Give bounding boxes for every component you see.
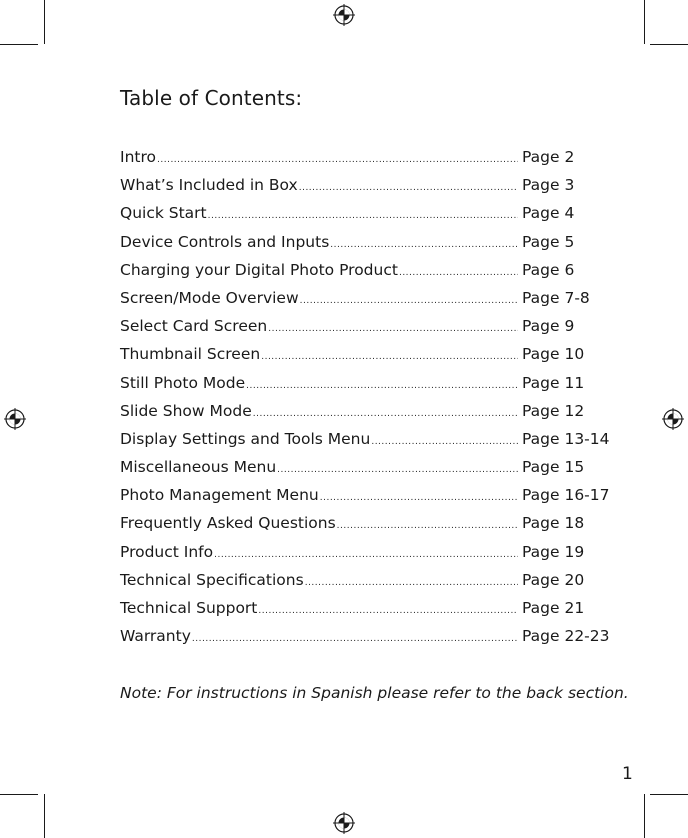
toc-entry-photo-management[interactable] xyxy=(120,486,610,514)
toc-entry-label: Technical Specifications xyxy=(120,570,304,589)
toc-entry-page: Page 6 xyxy=(522,260,575,279)
toc-entry-device-controls[interactable] xyxy=(120,233,610,261)
crop-mark-icon xyxy=(650,44,688,45)
toc-entry-label: Warranty xyxy=(120,627,191,646)
toc-leader-dots xyxy=(192,634,518,644)
toc-entry-slide-show[interactable] xyxy=(120,402,610,430)
toc-leader-dots xyxy=(208,211,518,221)
toc-leader-dots xyxy=(277,465,518,475)
crop-mark-icon xyxy=(644,0,645,44)
toc-entry-label: Screen/Mode Overview xyxy=(120,288,299,307)
toc-entry-page: Page 4 xyxy=(522,204,575,223)
crop-mark-icon xyxy=(44,794,45,838)
toc-entry-page: Page 9 xyxy=(522,317,575,336)
toc-entry-page: Page 10 xyxy=(522,345,585,364)
table-of-contents xyxy=(120,148,610,655)
toc-entry-label: What’s Included in Box xyxy=(120,176,298,195)
toc-entry-miscellaneous[interactable] xyxy=(120,458,610,486)
toc-entry-thumbnail[interactable] xyxy=(120,345,610,373)
toc-leader-dots xyxy=(300,296,518,306)
crop-mark-icon xyxy=(650,794,688,795)
toc-entry-technical-support[interactable] xyxy=(120,599,610,627)
toc-leader-dots xyxy=(299,183,518,193)
toc-entry-whats-included[interactable] xyxy=(120,176,610,204)
toc-entry-page: Page 7-8 xyxy=(522,288,590,307)
toc-leader-dots xyxy=(157,155,518,165)
toc-entry-label: Display Settings and Tools Menu xyxy=(120,429,371,448)
toc-entry-page: Page 5 xyxy=(522,232,575,251)
toc-entry-page: Page 13-14 xyxy=(522,429,610,448)
toc-entry-label: Charging your Digital Photo Product xyxy=(120,260,398,279)
toc-entry-select-card[interactable] xyxy=(120,317,610,345)
toc-entry-screen-mode[interactable] xyxy=(120,289,610,317)
toc-entry-intro[interactable] xyxy=(120,148,610,176)
toc-leader-dots xyxy=(330,240,518,250)
toc-entry-page: Page 22-23 xyxy=(522,627,610,646)
toc-entry-technical-specifications[interactable] xyxy=(120,571,610,599)
toc-entry-page: Page 21 xyxy=(522,599,585,617)
registration-mark-icon xyxy=(333,812,355,834)
toc-entry-page: Page 3 xyxy=(522,176,575,195)
page-number: 1 xyxy=(622,764,633,784)
toc-entry-quick-start[interactable] xyxy=(120,204,610,232)
toc-leader-dots xyxy=(246,381,518,391)
toc-entry-label: Photo Management Menu xyxy=(120,486,319,505)
toc-entry-label: Frequently Asked Questions xyxy=(120,514,336,533)
toc-entry-page: Page 19 xyxy=(522,542,585,561)
toc-entry-label: Product Info xyxy=(120,542,214,561)
toc-leader-dots xyxy=(253,409,518,419)
toc-entry-label: Intro xyxy=(120,148,156,166)
page-title: Table of Contents: xyxy=(120,86,303,110)
toc-leader-dots xyxy=(214,550,518,560)
registration-mark-icon xyxy=(4,408,26,430)
toc-entry-still-photo[interactable] xyxy=(120,374,610,402)
crop-mark-icon xyxy=(44,0,45,44)
toc-entry-page: Page 11 xyxy=(522,373,585,392)
toc-entry-product-info[interactable] xyxy=(120,543,610,571)
toc-leader-dots xyxy=(320,493,518,503)
registration-mark-icon xyxy=(333,4,355,26)
toc-entry-label: Still Photo Mode xyxy=(120,373,246,392)
toc-entry-label: Thumbnail Screen xyxy=(120,345,261,364)
registration-mark-icon xyxy=(662,408,684,430)
toc-leader-dots xyxy=(261,352,518,362)
toc-entry-page: Page 12 xyxy=(522,401,585,420)
toc-entry-label: Select Card Screen xyxy=(120,317,268,336)
toc-entry-label: Quick Start xyxy=(120,204,207,223)
crop-mark-icon xyxy=(0,794,38,795)
toc-entry-faq[interactable] xyxy=(120,514,610,542)
toc-entry-warranty[interactable] xyxy=(120,627,610,655)
toc-entry-page: Page 16-17 xyxy=(522,486,610,505)
toc-leader-dots xyxy=(399,268,518,278)
spanish-instructions-note: Note: For instructions in Spanish please refer to the back section. xyxy=(120,684,629,702)
toc-entry-display-settings[interactable] xyxy=(120,430,610,458)
toc-leader-dots xyxy=(337,521,518,531)
toc-entry-page: Page 2 xyxy=(522,148,575,166)
crop-mark-icon xyxy=(644,794,645,838)
toc-entry-label: Slide Show Mode xyxy=(120,401,252,420)
toc-entry-charging[interactable] xyxy=(120,261,610,289)
toc-entry-page: Page 20 xyxy=(522,570,585,589)
toc-leader-dots xyxy=(305,578,518,588)
toc-entry-page: Page 18 xyxy=(522,514,585,533)
toc-leader-dots xyxy=(258,606,518,616)
crop-mark-icon xyxy=(0,44,38,45)
toc-entry-label: Device Controls and Inputs xyxy=(120,232,330,251)
toc-leader-dots xyxy=(268,324,518,334)
toc-entry-page: Page 15 xyxy=(522,458,585,477)
toc-entry-label: Technical Support xyxy=(120,599,258,617)
toc-leader-dots xyxy=(371,437,518,447)
toc-entry-label: Miscellaneous Menu xyxy=(120,458,277,477)
